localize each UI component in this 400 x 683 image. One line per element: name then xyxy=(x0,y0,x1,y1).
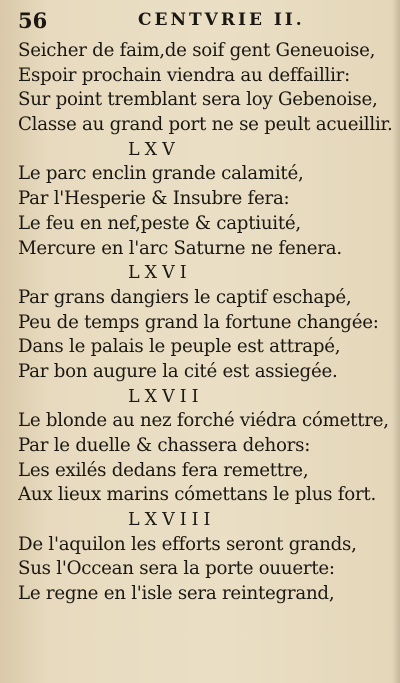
running-head: CENTVRIE II. xyxy=(138,10,305,30)
verse-line: Aux lieux marins cómettans le plus fort. xyxy=(18,484,377,506)
page-number: 56 xyxy=(18,8,48,33)
verse-line: Sus l'Occean sera la porte ouuerte: xyxy=(18,558,335,580)
quatrain-text-block xyxy=(18,39,392,607)
verse-line: Classe au grand port ne se peult acueillir. xyxy=(18,114,392,136)
verse-line: Par l'Hesperie & Insubre fera: xyxy=(18,188,290,210)
verse-line: Par grans dangiers le captif eschapé, xyxy=(18,286,352,308)
verse-line: De l'aquilon les efforts seront grands, xyxy=(18,533,357,555)
quatrain-numeral: LXVI xyxy=(128,263,192,284)
verse-line: Par bon augure la cité est assiegée. xyxy=(18,360,338,382)
verse-line: Mercure en l'arc Saturne ne fenera. xyxy=(18,237,342,259)
verse-line: Le parc enclin grande calamité, xyxy=(18,163,304,185)
page-edge-shadow xyxy=(392,0,400,683)
page-header xyxy=(18,8,390,32)
verse-line: Le feu en nef,peste & captiuité, xyxy=(18,212,301,234)
quatrain-numeral: LXVII xyxy=(128,386,204,407)
verse-line: Espoir prochain viendra au deffaillir: xyxy=(18,64,351,86)
verse-line: Le blonde au nez forché viédra cómettre, xyxy=(18,410,389,432)
verse-line: Peu de temps grand la fortune changée: xyxy=(18,311,379,333)
verse-line: Dans le palais le peuple est attrapé, xyxy=(18,336,341,358)
verse-line: Par le duelle & chassera dehors: xyxy=(18,435,311,456)
verse-line: Sur point tremblant sera loy Gebenoise, xyxy=(18,89,378,111)
quatrain-numeral: LXV xyxy=(128,139,180,160)
verse-line: Les exilés dedans fera remettre, xyxy=(18,459,309,481)
verse-line: Seicher de faim,de soif gent Geneuoise, xyxy=(18,40,376,61)
quatrain-numeral: LXVIII xyxy=(128,510,216,531)
verse-line: Le regne en l'isle sera reintegrand, xyxy=(18,583,335,605)
